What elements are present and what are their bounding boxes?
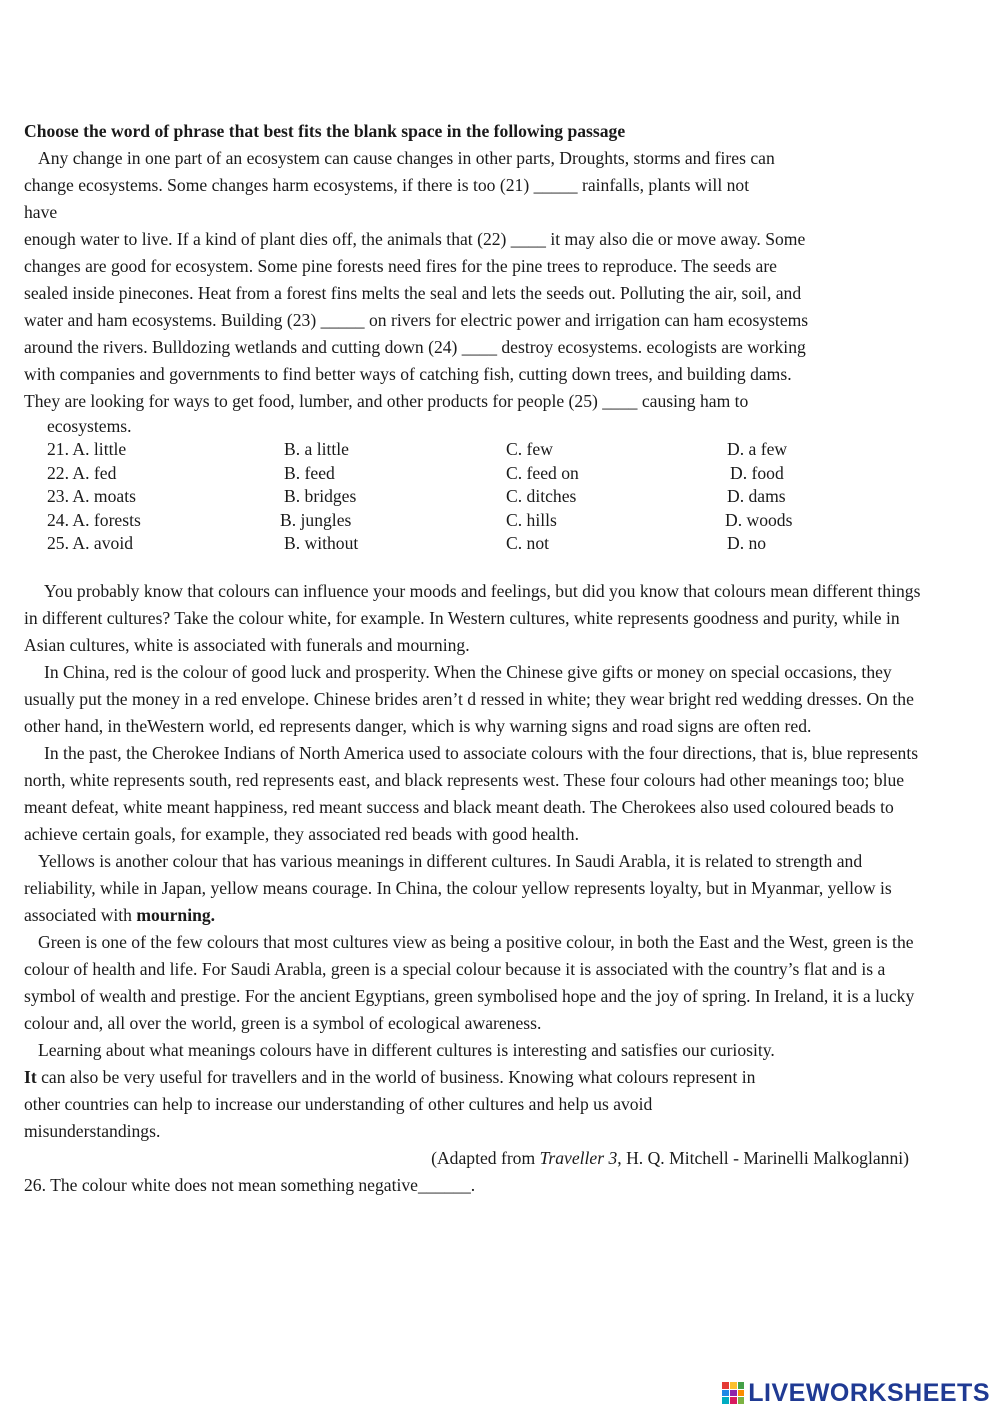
passage1-line: Any change in one part of an ecosystem can cause changes in other parts, Droughts, storms and fires can <box>38 148 775 168</box>
colours-paragraph-line: Learning about what meanings colours have in different cultures is interesting and satisfies our curiosity. <box>38 1039 775 1060</box>
colours-paragraph: In the past, the Cherokee Indians of North America used to associate colours with the four directions, that is, blue represents north, white represents south, red represents east, and black represents west. These four colours had other meanings too; blue meant defeat, white meant happiness, red meant success and black meant death. The Cherokees also used coloured beads to achieve certain goals, for example, they associated red beads with good health. <box>24 742 919 844</box>
option-c: C. few <box>506 439 553 459</box>
colours-paragraph: In China, red is the colour of good luck and prosperity. When the Chinese give gifts or money on special occasions, they usually put the money in a red envelope. Chinese brides aren’t d ressed in white; they wear bright red wedding dresses. On the other hand, in theWestern world, ed represents danger, which is why warning signs and road signs are often red. <box>24 661 914 736</box>
logo-grid-icon <box>722 1382 744 1404</box>
colours-paragraph-line: misunderstandings. <box>24 1120 161 1141</box>
colours-paragraph: Green is one of the few colours that most cultures view as being a positive colour, in both the East and the West, green is the colour of health and life. For Saudi Arabla, green is a special colour because it is associated with the country’s flat and is a symbol of wealth and prestige. For the ancient Egyptians, green symbolised hope and the joy of spring. In Ireland, it is a lucky colour and, all over the world, green is a symbol of ecological awareness. <box>24 931 915 1033</box>
option-b: B. without <box>284 533 359 553</box>
option-d: D. woods <box>725 509 793 530</box>
logo-cell <box>730 1382 737 1389</box>
passage1-line: around the rivers. Bulldozing wetlands and cutting down (24) ____ destroy ecosystems. ecologists are working <box>24 337 806 357</box>
paragraph-text: can also be very useful for travellers and in the world of business. Knowing what colours represent in <box>36 1066 756 1087</box>
worksheet <box>24 118 929 1199</box>
colours-paragraph-line <box>24 1064 929 1091</box>
passage1-line: have <box>24 202 58 222</box>
option-d: D. food <box>730 462 784 483</box>
option-row-22 <box>47 462 929 486</box>
option-a: 25. A. avoid <box>47 533 134 553</box>
option-d: D. dams <box>727 486 786 506</box>
option-a: 23. A. moats <box>47 486 136 506</box>
logo-cell <box>722 1397 729 1404</box>
option-c: C. feed on <box>506 462 579 483</box>
colours-paragraph <box>24 848 929 929</box>
option-c: C. not <box>506 533 550 553</box>
logo-cell <box>722 1382 729 1389</box>
option-d: D. a few <box>727 439 788 459</box>
answer-options <box>47 438 929 556</box>
option-d: D. no <box>727 533 767 553</box>
liveworksheets-logo <box>722 1378 990 1407</box>
logo-cell <box>730 1390 737 1397</box>
passage1-line: enough water to live. If a kind of plant dies off, the animals that (22) ____ it may also die or move away. Some <box>24 229 806 249</box>
bold-word: mourning. <box>136 904 216 925</box>
passage1-line: They are looking for ways to get food, lumber, and other products for people (25) ____ causing ham to <box>24 391 749 411</box>
passage1-line: with companies and governments to find better ways of catching fish, cutting down trees, and building dams. <box>24 364 792 384</box>
option-b: B. feed <box>284 462 335 483</box>
passage-colours <box>24 578 929 1145</box>
option-b: B. bridges <box>284 486 357 506</box>
option-row-21 <box>47 438 929 462</box>
option-c: C. hills <box>506 509 557 530</box>
instruction-heading: Choose the word of phrase that best fits the blank space in the following passage <box>24 121 626 141</box>
option-c: C. ditches <box>506 486 577 506</box>
option-a: 24. A. forests <box>47 509 141 530</box>
option-b: B. jungles <box>280 509 352 530</box>
logo-cell <box>730 1397 737 1404</box>
passage1-line: water and ham ecosystems. Building (23) _____ on rivers for electric power and irrigation can ham ecosystems <box>24 310 809 330</box>
option-row-25 <box>47 532 929 556</box>
passage1-line: ecosystems. <box>47 416 132 436</box>
source-attribution <box>24 1145 929 1172</box>
option-row-23 <box>47 485 929 509</box>
logo-cell <box>722 1390 729 1397</box>
logo-cell <box>738 1397 745 1404</box>
logo-cell <box>738 1390 745 1397</box>
book-title: Traveller 3 <box>539 1147 618 1168</box>
option-row-24 <box>47 509 929 533</box>
logo-text: LIVEWORKSHEETS <box>748 1378 990 1407</box>
colours-paragraph: You probably know that colours can influence your moods and feelings, but did you know that colours mean different things in different cultures? Take the colour white, for example. In Western cultures, white represents goodness and purity, while in Asian cultures, white is associated with funerals and mourning. <box>24 580 921 655</box>
option-a: 21. A. little <box>47 439 127 459</box>
question-26: 26. The colour white does not mean something negative______. <box>24 1174 476 1195</box>
passage-ecosystems <box>24 145 929 438</box>
attribution-suffix: , H. Q. Mitchell - Marinelli Malkoglanni) <box>617 1147 909 1168</box>
attribution-prefix: (Adapted from <box>431 1147 540 1168</box>
option-a: 22. A. fed <box>47 462 117 483</box>
passage1-line: changes are good for ecosystem. Some pine forests need fires for the pine trees to reproduce. The seeds are <box>24 256 777 276</box>
paragraph-text: Yellows is another colour that has various meanings in different cultures. In Saudi Arabla, it is related to strength and reliability, while in Japan, yellow means courage. In China, the colour yellow represents loyalty, but in Myanmar, yellow is associated with <box>24 850 892 925</box>
passage1-line: change ecosystems. Some changes harm ecosystems, if there is too (21) _____ rainfalls, plants will not <box>24 175 750 195</box>
logo-cell <box>738 1382 745 1389</box>
option-b: B. a little <box>284 439 349 459</box>
bold-word: It <box>24 1066 37 1087</box>
colours-paragraph-line: other countries can help to increase our understanding of other cultures and help us avoid <box>24 1093 653 1114</box>
passage1-line: sealed inside pinecones. Heat from a forest fins melts the seal and lets the seeds out. Polluting the air, soil, and <box>24 283 802 303</box>
